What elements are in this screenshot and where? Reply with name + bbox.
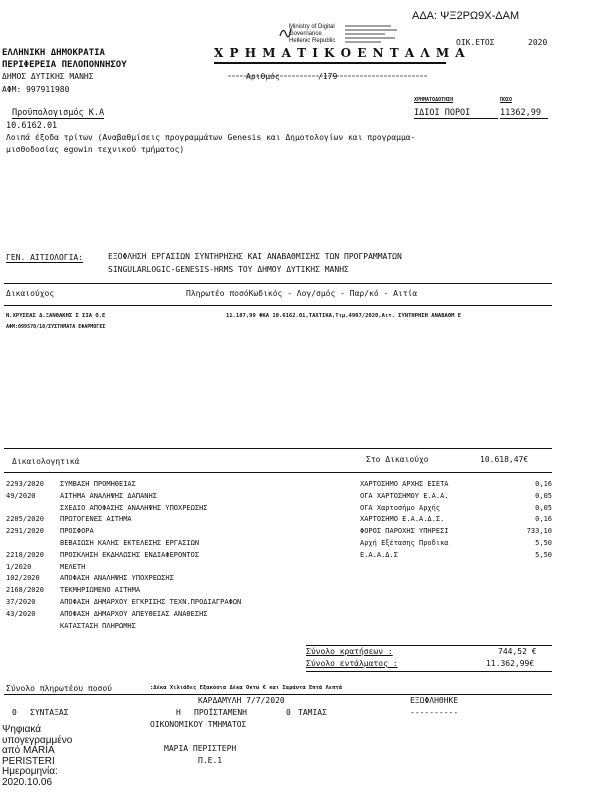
to-beneficiary-label: Στο Δικαιούχο	[366, 455, 429, 464]
signer-name: ΜΑΡΙΑ ΠΕΡΙΣΤΕΡΗ	[164, 744, 237, 753]
list-item: ΚΑΤΑΣΤΑΣΗ ΠΛΗΡΩΜΗΣ	[60, 621, 136, 630]
deduction-row: ΟΓΑ Χαρτοσήμο Αρχής 0,05	[360, 503, 552, 512]
total-deductions-label: Σύνολο κρατήσεων :	[306, 647, 393, 656]
list-item: 2205/2020 ΠΡΩΤΟΓΕΝΕΣ ΑΙΤΗΜΑ	[6, 515, 132, 524]
budget-description-2: μισθοδοσίας egowin τεχνικού τμήματος)	[6, 145, 185, 154]
funding-value: ΙΔΙΟΙ ΠΟΡΟΙ	[414, 108, 498, 119]
head-title: ΠΡΟΪΣΤΑΜΕΝΗ	[194, 708, 247, 717]
deduction-row: Αρχή Εξέτασης Προδικα 5,50	[360, 538, 552, 547]
total-order-value: 11.362,99€	[486, 659, 535, 668]
stamp-line-4: PERISTERI	[2, 755, 55, 767]
amount-value: 11362,99	[500, 108, 548, 119]
dashes: ----------	[410, 708, 459, 717]
documents-top-rule	[4, 448, 552, 449]
list-item: 2168/2020 ΤΕΚΜΗΡΙΩΜΕΝΟ ΑΙΤΗΜΑ	[6, 586, 141, 595]
footer-rule	[4, 694, 552, 695]
total-deductions-value: 744,52 €	[498, 647, 537, 656]
department: ΟΙΚΟΝΟΜΙΚΟΥ ΤΜΗΜΑΤΟΣ	[150, 720, 247, 729]
signer-grade: Π.Ε.1	[198, 756, 223, 765]
drafter: ΣΥΝΤΑΞΑΣ	[30, 708, 69, 717]
page-title: Χ Ρ Η Μ Α Τ Ι Κ Ο Ε Ν Τ Α Λ Μ Α	[214, 46, 466, 60]
amount-words-label: Σύνολο πληρωτέου ποσού	[6, 684, 112, 693]
beneficiary-detail: 11.187,99 ΦΚΑ 10.6162.01,ΤΑΧΤΙΚΑ,Τιμ.4907/2020,Αιτ. ΣΥΝΤΗΡΗΣΗ ΑΝΑΒΑΘΜ Ε	[226, 313, 462, 319]
beneficiary-afm: ΑΦΜ:099570/10/ΣΥΣΤΗΜΑΤΑ ΕΦΑΡΜΟΓΕΣ	[6, 324, 106, 330]
deduction-row: Ε.Α.Α.Δ.Σ 5,50	[360, 550, 552, 559]
signature-fine-print	[345, 24, 403, 46]
justification-line-1: ΕΞΟΦΛΗΣΗ ΕΡΓΑΣΙΩΝ ΣΥΝΤΗΡΗΣΗΣ ΚΑΙ ΑΝΑΒΑΘΜΙΣΗΣ ΤΩΝ ΠΡΟΓΡΑΜΜΑΤΩΝ	[108, 252, 402, 261]
list-item: 43/2020 ΑΠΟΦΑΣΗ ΔΗΜΑΡΧΟΥ ΑΠΕΥΘΕΙΑΣ ΑΝΑΘΕΣΗΣ	[6, 609, 208, 618]
total-order-label: Σύνολο εντάλματος :	[306, 659, 398, 668]
documents-header: Δικαιολογητικά	[12, 457, 80, 466]
number-label: Αριθμός	[246, 72, 280, 81]
funding-label: ΧΡΗΜΑΤΟΔΟΤΗΣΗ	[414, 97, 454, 103]
totals-bottom-rule	[306, 671, 552, 672]
beneficiary-top-rule	[4, 283, 552, 284]
budget-code: 10.6162.01	[6, 121, 58, 131]
deduction-row: ΧΑΡΤΟΣΗΜΟ Ε.Α.Α.Δ.Σ. 0,16	[360, 515, 552, 524]
deduction-row: ΧΑΡΤΟΣΗΜΟ ΑΡΧΗΣ ΕΣΕΤΑ 0,16	[360, 480, 552, 488]
head-article: Η	[176, 708, 181, 717]
drafter-zero: 0	[12, 708, 17, 717]
list-item: 37/2020 ΑΠΟΦΑΣΗ ΔΗΜΑΡΧΟΥ ΕΓΚΡΙΣΗΣ ΤΕΧΝ.ΠΡΟΔΙΑΓΡΑΦΩΝ	[6, 597, 242, 606]
totals-top-rule	[306, 645, 552, 646]
list-item: 2218/2020 ΠΡΟΣΚΛΗΣΗ ΕΚΔΗΛΩΣΗΣ ΕΝΔΙΑΦΕΡΟΝΤΟΣ	[6, 550, 200, 559]
to-beneficiary-value: 10.618,47€	[480, 455, 529, 464]
place-date: ΚΑΡΔΑΜΥΛΗ 7/7/2020	[198, 696, 285, 705]
justification-label: ΓΕΝ. ΑΙΤΙΟΛΟΓΙΑ:	[6, 253, 84, 262]
paid-label: ΕΞΩΦΛΗΘΗΚΕ	[410, 696, 459, 705]
list-item: ΣΧΕΔΙΟ ΑΠΟΦΑΣΗΣ ΑΝΑΛΗΨΗΣ ΥΠΟΧΡΕΩΣΗΣ	[60, 503, 208, 512]
treasurer-zero: 0	[286, 708, 291, 717]
list-item: 2291/2020 ΠΡΟΣΦΟΡΑ	[6, 527, 94, 536]
documents-bottom-rule	[4, 472, 552, 473]
fiscal-year: 2020	[528, 38, 548, 47]
budget-description-1: Λοιπά έξοδα τρίτων (Αναβαθμίσεις προγραμμάτων Genesis και Δημοτολογίων και προγραμμα-	[6, 133, 416, 142]
beneficiary-header-left: Δικαιούχος	[6, 289, 55, 298]
documents-list	[6, 479, 241, 632]
stamp-line-3: από MARIA	[2, 745, 55, 756]
list-item: 102/2020 ΑΠΟΦΑΣΗ ΑΝΑΛΗΨΗΣ ΥΠΟΧΡΕΩΣΗΣ	[6, 574, 174, 583]
municipality: ΔΗΜΟΣ ΔΥΤΙΚΗΣ ΜΑΝΗΣ	[2, 72, 94, 81]
stamp-line-5: Ημερομηνία:	[2, 766, 58, 777]
deduction-row: ΦΟΡΟΣ ΠΑΡΟΧΗΣ ΥΠΗΡΕΣΙ 733,10	[360, 527, 552, 536]
deduction-row: ΟΓΑ ΧΑΡΤΟΣΗΜΟΥ Ε.Α.Α. 0,05	[360, 491, 552, 500]
beneficiary-name: Ν.ΧΡΥΣΕΑΣ Δ.ΞΑΝΘΑΚΗΣ Σ ΣΙΑ Ο.Ε	[6, 313, 106, 319]
beneficiary-bottom-rule	[4, 305, 552, 306]
stamp-line-6: 2020.10.06	[2, 776, 53, 788]
list-item: 2293/2020 ΣΥΜΒΑΣΗ ΠΡΟΜΗΘΕΙΑΣ	[6, 480, 136, 488]
beneficiary-header-right: Πληρωτέο ποσόΚωδικός - Λογ/σμός - Παρ/κό - Αιτία	[186, 289, 418, 298]
signature-line-3: Hellenic Republic	[289, 38, 336, 44]
digital-signature-stamp	[2, 725, 72, 788]
region: ΠΕΡΙΦΕΡΕΙΑ ΠΕΛΟΠΟΝΝΗΣΟΥ	[2, 60, 127, 70]
signature-block	[289, 24, 335, 45]
stamp-line-2: υπογεγραμμένο	[2, 734, 73, 746]
signature-line-2: Governance	[289, 31, 322, 37]
ada-code: ΑΔΑ: ΨΞ2ΡΩ9Χ-ΔΑΜ	[412, 10, 520, 22]
fiscal-year-label: ΟΙΚ.ΕΤΟΣ	[456, 38, 495, 47]
amount-words: :Δέκα Χιλιάδες Εξακόσια Δέκα Οκτώ € και Σαράντα Επτά Λεπτά	[150, 685, 343, 691]
treasurer: ΤΑΜΙΑΣ	[298, 708, 327, 717]
amount-label: ΠΟΣΟ	[500, 97, 513, 103]
deductions-list	[360, 479, 552, 562]
title-fine-print	[228, 63, 428, 67]
list-item: ΒΕΒΑΙΩΣΗ ΚΑΛΗΣ ΕΚΤΕΛΕΣΗΣ ΕΡΓΑΣΙΩΝ	[60, 538, 200, 547]
stamp-line-1: Ψηφιακά	[2, 724, 42, 735]
list-item: 1/2020 ΜΕΛΕΤΗ	[6, 562, 86, 571]
afm: ΑΦΜ: 997911980	[2, 85, 70, 94]
signature-line-1: Ministry of Digital	[289, 24, 335, 30]
list-item: 49/2020 ΑΙΤΗΜΑ ΑΝΑΛΗΨΗΣ ΔΑΠΑΝΗΣ	[6, 491, 157, 500]
justification-line-2: SINGULARLOGIC-GENESIS-HRMS ΤΟΥ ΔΗΜΟΥ ΔΥΤΙΚΗΣ ΜΑΝΗΣ	[108, 265, 349, 274]
budget-label: Προϋπολογισμός Κ.Α	[12, 108, 105, 118]
number-value: /179	[318, 72, 338, 81]
country: ΕΛΛΗΝΙΚΗ ΔΗΜΟΚΡΑΤΙΑ	[2, 48, 105, 58]
